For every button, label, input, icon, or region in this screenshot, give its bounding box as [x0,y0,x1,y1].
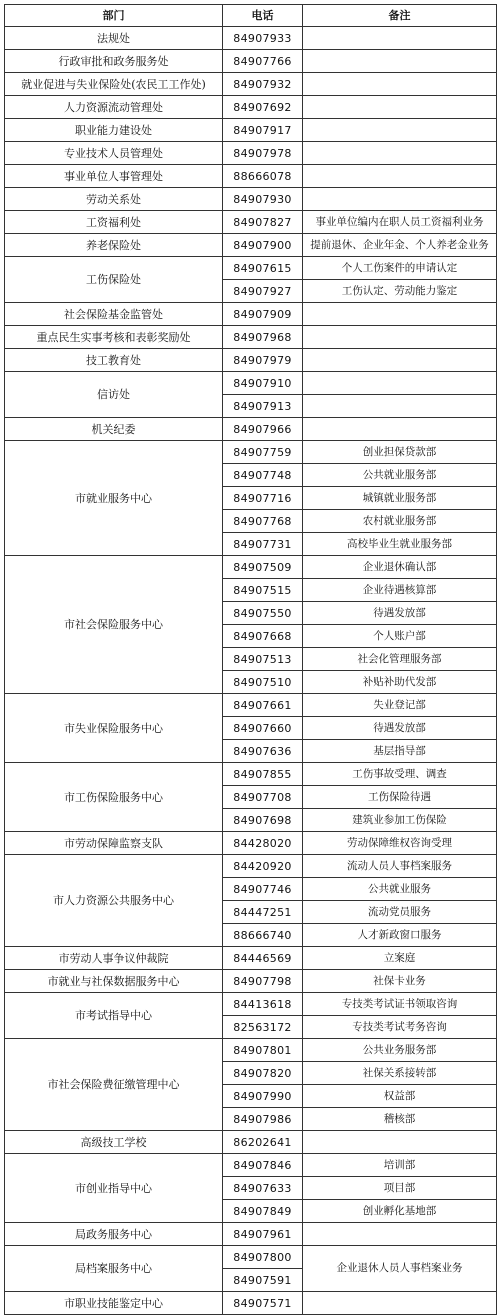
note-cell: 事业单位编内在职人员工资福利业务 [303,211,497,234]
phone-cell: 84907748 [223,464,303,487]
table-row [5,947,497,970]
table-row [5,50,497,73]
phone-cell: 84907990 [223,1085,303,1108]
note-cell [303,372,497,395]
table-row [5,234,497,257]
phone-cell: 84907801 [223,1039,303,1062]
note-cell: 基层指导部 [303,740,497,763]
phone-cell: 84907800 [223,1246,303,1269]
note-cell: 企业退休人员人事档案业务 [303,1246,497,1292]
phone-cell: 84907591 [223,1269,303,1292]
note-cell: 权益部 [303,1085,497,1108]
phone-cell: 84907550 [223,602,303,625]
phone-cell: 86202641 [223,1131,303,1154]
department-cell: 劳动关系处 [5,188,223,211]
department-cell: 社会保险基金监管处 [5,303,223,326]
table-row [5,855,497,878]
department-cell: 市劳动保障监察支队 [5,832,223,855]
department-cell: 就业促进与失业保险处(农民工工作处) [5,73,223,96]
note-cell [303,96,497,119]
phone-cell: 88666740 [223,924,303,947]
note-cell [303,142,497,165]
header-phone: 电话 [223,5,303,27]
note-cell: 劳动保障维权咨询受理 [303,832,497,855]
table-row [5,1223,497,1246]
table-row [5,1246,497,1269]
note-cell: 稽核部 [303,1108,497,1131]
phone-cell: 84907509 [223,556,303,579]
phone-cell: 84907768 [223,510,303,533]
phone-cell: 84907661 [223,694,303,717]
note-cell: 公共就业服务 [303,878,497,901]
table-body [5,27,497,1315]
department-cell: 行政审批和政务服务处 [5,50,223,73]
note-cell: 社保卡业务 [303,970,497,993]
note-cell: 创业孵化基地部 [303,1200,497,1223]
phone-cell: 84907846 [223,1154,303,1177]
phone-cell: 84907933 [223,27,303,50]
department-cell: 局政务服务中心 [5,1223,223,1246]
table-row [5,556,497,579]
department-cell: 法规处 [5,27,223,50]
note-cell [303,188,497,211]
phone-cell: 84907692 [223,96,303,119]
table-row [5,832,497,855]
phone-cell: 84907633 [223,1177,303,1200]
table-row [5,142,497,165]
note-cell: 专技类考试考务咨询 [303,1016,497,1039]
note-cell: 专技类考试证书领取咨询 [303,993,497,1016]
header-department: 部门 [5,5,223,27]
note-cell: 个人账户部 [303,625,497,648]
phone-cell: 84446569 [223,947,303,970]
phone-cell: 84907932 [223,73,303,96]
department-cell: 市劳动人事争议仲裁院 [5,947,223,970]
table-row [5,188,497,211]
table-row [5,970,497,993]
phone-cell: 84907820 [223,1062,303,1085]
department-cell: 专业技术人员管理处 [5,142,223,165]
table-row [5,27,497,50]
note-cell: 工伤认定、劳动能力鉴定 [303,280,497,303]
note-cell [303,1131,497,1154]
note-cell: 企业待遇核算部 [303,579,497,602]
phone-cell: 84907855 [223,763,303,786]
table-row [5,763,497,786]
phone-cell: 84907978 [223,142,303,165]
phone-cell: 88666078 [223,165,303,188]
table-row [5,349,497,372]
note-cell: 流动党员服务 [303,901,497,924]
note-cell: 培训部 [303,1154,497,1177]
phone-cell: 84907668 [223,625,303,648]
department-cell: 市考试指导中心 [5,993,223,1039]
note-cell: 个人工伤案件的申请认定 [303,257,497,280]
phone-cell: 84907968 [223,326,303,349]
note-cell: 公共就业服务部 [303,464,497,487]
department-cell: 市就业服务中心 [5,441,223,556]
phone-cell: 84907798 [223,970,303,993]
table-row [5,96,497,119]
phone-cell: 84907615 [223,257,303,280]
phone-cell: 84907636 [223,740,303,763]
note-cell: 农村就业服务部 [303,510,497,533]
header-row [5,5,497,27]
note-cell: 提前退休、企业年金、个人养老金业务 [303,234,497,257]
phone-cell: 84420920 [223,855,303,878]
table-row [5,326,497,349]
note-cell [303,303,497,326]
phone-cell: 84907909 [223,303,303,326]
phone-cell: 82563172 [223,1016,303,1039]
note-cell: 项目部 [303,1177,497,1200]
table-row [5,441,497,464]
phone-cell: 84907900 [223,234,303,257]
note-cell [303,50,497,73]
phone-cell: 84907979 [223,349,303,372]
note-cell: 公共业务服务部 [303,1039,497,1062]
department-cell: 机关纪委 [5,418,223,441]
phone-cell: 84907927 [223,280,303,303]
note-cell [303,395,497,418]
table-row [5,1039,497,1062]
note-cell: 人才新政窗口服务 [303,924,497,947]
note-cell: 创业担保贷款部 [303,441,497,464]
table-row [5,1154,497,1177]
note-cell: 待遇发放部 [303,602,497,625]
note-cell: 待遇发放部 [303,717,497,740]
department-cell: 技工教育处 [5,349,223,372]
note-cell: 高校毕业生就业服务部 [303,533,497,556]
table-row [5,257,497,280]
note-cell: 建筑业参加工伤保险 [303,809,497,832]
department-cell: 事业单位人事管理处 [5,165,223,188]
department-cell: 市社会保险费征缴管理中心 [5,1039,223,1131]
note-cell [303,1292,497,1315]
note-cell: 工伤事故受理、调查 [303,763,497,786]
phone-cell: 84907731 [223,533,303,556]
note-cell: 立案庭 [303,947,497,970]
phone-cell: 84907708 [223,786,303,809]
phone-cell: 84907917 [223,119,303,142]
table-row [5,1131,497,1154]
table-row [5,993,497,1016]
phone-cell: 84907930 [223,188,303,211]
phone-cell: 84907698 [223,809,303,832]
department-cell: 市人力资源公共服务中心 [5,855,223,947]
phone-cell: 84907746 [223,878,303,901]
note-cell: 企业退休确认部 [303,556,497,579]
table-row [5,303,497,326]
department-cell: 局档案服务中心 [5,1246,223,1292]
department-cell: 市失业保险服务中心 [5,694,223,763]
note-cell: 社会化管理服务部 [303,648,497,671]
phone-cell: 84907716 [223,487,303,510]
department-cell: 工资福利处 [5,211,223,234]
department-cell: 市职业技能鉴定中心 [5,1292,223,1315]
department-cell: 职业能力建设处 [5,119,223,142]
phone-cell: 84907510 [223,671,303,694]
department-cell: 高级技工学校 [5,1131,223,1154]
table-row [5,211,497,234]
header-note: 备注 [303,5,497,27]
phone-cell: 84907660 [223,717,303,740]
table-row [5,165,497,188]
note-cell [303,326,497,349]
phone-cell: 84907966 [223,418,303,441]
department-cell: 市就业与社保数据服务中心 [5,970,223,993]
table-row [5,372,497,395]
phone-cell: 84907827 [223,211,303,234]
department-cell: 工伤保险处 [5,257,223,303]
phone-cell: 84428020 [223,832,303,855]
table-row [5,1292,497,1315]
department-cell: 养老保险处 [5,234,223,257]
table-row [5,119,497,142]
note-cell: 流动人员人事档案服务 [303,855,497,878]
phone-cell: 84413618 [223,993,303,1016]
phone-cell: 84907986 [223,1108,303,1131]
note-cell: 社保关系接转部 [303,1062,497,1085]
phone-cell: 84907571 [223,1292,303,1315]
phone-cell: 84907849 [223,1200,303,1223]
note-cell [303,165,497,188]
table-row [5,694,497,717]
phone-cell: 84907513 [223,648,303,671]
phone-cell: 84907913 [223,395,303,418]
department-cell: 市社会保险服务中心 [5,556,223,694]
note-cell [303,119,497,142]
phone-cell: 84447251 [223,901,303,924]
phone-cell: 84907961 [223,1223,303,1246]
phone-cell: 84907766 [223,50,303,73]
note-cell: 补贴补助代发部 [303,671,497,694]
note-cell [303,1223,497,1246]
table-row [5,418,497,441]
note-cell [303,73,497,96]
phone-cell: 84907515 [223,579,303,602]
note-cell [303,27,497,50]
department-cell: 重点民生实事考核和表彰奖励处 [5,326,223,349]
note-cell: 工伤保险待遇 [303,786,497,809]
table-row [5,73,497,96]
department-cell: 信访处 [5,372,223,418]
phone-cell: 84907759 [223,441,303,464]
department-cell: 市创业指导中心 [5,1154,223,1223]
phone-cell: 84907910 [223,372,303,395]
note-cell: 城镇就业服务部 [303,487,497,510]
department-phone-table [4,4,497,1315]
department-cell: 市工伤保险服务中心 [5,763,223,832]
note-cell [303,349,497,372]
note-cell [303,418,497,441]
note-cell: 失业登记部 [303,694,497,717]
department-cell: 人力资源流动管理处 [5,96,223,119]
